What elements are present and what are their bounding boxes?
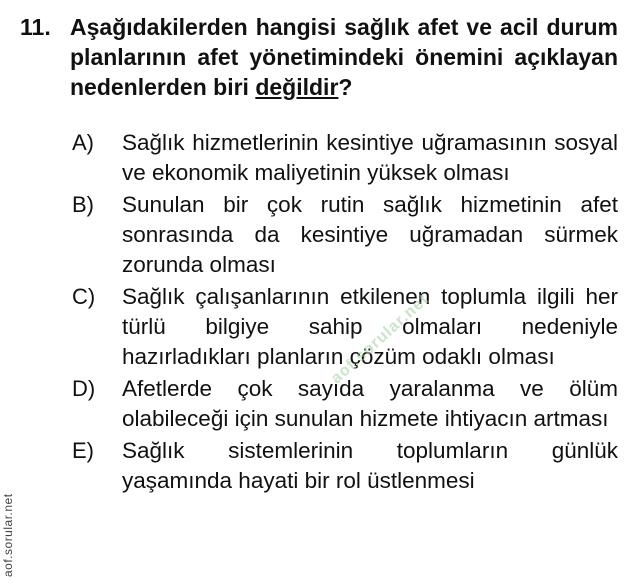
option-a[interactable] xyxy=(72,128,618,188)
diagonal-watermark: aof.sorular.net xyxy=(327,290,433,388)
question-emphasis: değildir xyxy=(255,74,339,100)
option-text: Sağlık çalışanlarının etkilenen toplumla ilgili her türlü bilgiye sahip olmaları nedeniyle hazırladıkları planların çözüm odaklı olması xyxy=(122,284,618,369)
option-b[interactable] xyxy=(72,190,618,280)
option-text: Sağlık sistemlerinin toplumların günlük yaşamında hayati bir rol üstlenmesi xyxy=(122,438,618,493)
option-e[interactable] xyxy=(72,436,618,496)
option-letter: A) xyxy=(72,130,94,155)
question-number: 11. xyxy=(20,14,51,40)
option-letter: E) xyxy=(72,438,94,463)
option-text: Sunulan bir çok rutin sağlık hizmetinin afet sonrasında da kesintiye uğramadan sürmek zorunda olması xyxy=(122,192,618,277)
option-text: Afetlerde çok sayıda yaralanma ve ölüm olabileceği için sunulan hizmete ihtiyacın artması xyxy=(122,376,618,431)
question-text-end: ? xyxy=(338,74,353,100)
option-letter: B) xyxy=(72,192,94,217)
side-watermark: aof.sorular.net xyxy=(1,493,15,577)
option-letter: C) xyxy=(72,284,96,309)
question xyxy=(20,12,618,102)
question-text xyxy=(70,12,618,102)
question-text-main: Aşağıdakilerden hangisi sağlık afet ve acil durum planlarının afet yönetimindeki önemini açıklayan nedenlerden biri xyxy=(70,14,618,100)
option-text: Sağlık hizmetlerinin kesintiye uğramasının sosyal ve ekonomik maliyetinin yüksek olması xyxy=(122,130,618,185)
answer-options xyxy=(72,128,618,498)
option-letter: D) xyxy=(72,376,96,401)
